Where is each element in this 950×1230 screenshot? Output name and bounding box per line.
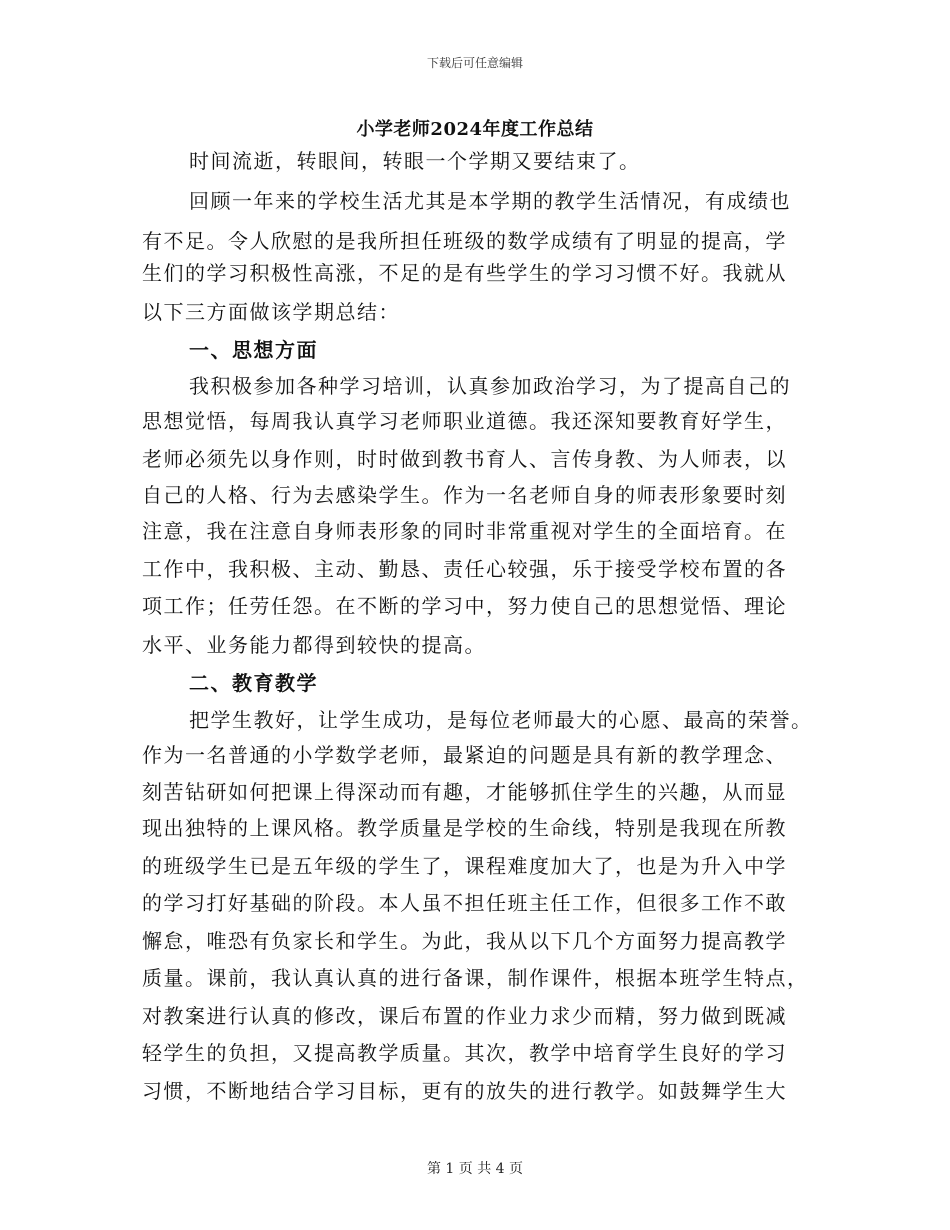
body-line: 回顾一年来的学校生活尤其是本学期的教学生活情况，有成绩也 <box>189 189 791 213</box>
body-line: 现出独特的上课风格。教学质量是学校的生命线，特别是我现在所教 <box>142 816 787 840</box>
body-line: 项工作；任劳任怨。在不断的学习中，努力使自己的思想觉悟、理论 <box>142 594 787 618</box>
body-line: 刻苦钻研如何把课上得深动而有趣，才能够抓住学生的兴趣，从而显 <box>142 780 787 804</box>
body-line: 的班级学生已是五年级的学生了，课程难度加大了，也是为升入中学 <box>142 854 787 878</box>
body-line: 习惯，不断地结合学习目标，更有的放失的进行教学。如鼓舞学生大 <box>142 1079 787 1103</box>
body-line: 轻学生的负担，又提高教学质量。其次，教学中培育学生良好的学习 <box>142 1041 787 1065</box>
body-line: 有不足。令人欣慰的是我所担任班级的数学成绩有了明显的提高，学 <box>142 229 787 253</box>
page-header: 下载后可任意编辑 <box>426 56 523 70</box>
body-line: 以下三方面做该学期总结： <box>142 300 400 324</box>
body-line: 注意，我在注意自身师表形象的同时非常重视对学生的全面培育。在 <box>142 519 787 543</box>
body-line: 我积极参加各种学习培训，认真参加政治学习，为了提高自己的 <box>189 374 791 398</box>
section-heading: 二、教育教学 <box>189 671 318 695</box>
body-line: 自己的人格、行为去感染学生。作为一名老师自身的师表形象要时刻 <box>142 483 787 507</box>
body-line: 对教案进行认真的修改，课后布置的作业力求少而精，努力做到既减 <box>142 1004 787 1028</box>
body-line: 质量。课前，我认真认真的进行备课，制作课件，根据本班学生特点， <box>142 966 809 990</box>
body-line: 时间流逝，转眼间，转眼一个学期又要结束了。 <box>189 149 641 173</box>
body-line: 老师必须先以身作则，时时做到教书育人、言传身教、为人师表，以 <box>142 447 787 471</box>
body-line: 工作中，我积极、主动、勤恳、责任心较强，乐于接受学校布置的各 <box>142 557 787 581</box>
body-line: 思想觉悟，每周我认真学习老师职业道德。我还深知要教育好学生， <box>142 409 787 433</box>
body-line: 水平、业务能力都得到较快的提高。 <box>142 633 486 657</box>
body-line: 的学习打好基础的阶段。本人虽不担任班主任工作，但很多工作不敢 <box>142 891 787 915</box>
page-footer: 第 1 页 共 4 页 <box>426 1161 524 1177</box>
document-title: 小学老师2024年度工作总结 <box>356 119 594 140</box>
section-heading: 一、思想方面 <box>189 338 318 362</box>
body-line: 作为一名普通的小学数学老师，最紧迫的问题是具有新的教学理念、 <box>142 743 787 767</box>
body-line: 把学生教好，让学生成功，是每位老师最大的心愿、最高的荣誉。 <box>189 708 813 732</box>
body-line: 懈怠，唯恐有负家长和学生。为此，我从以下几个方面努力提高教学 <box>142 929 787 953</box>
body-line: 生们的学习积极性高涨，不足的是有些学生的学习习惯不好。我就从 <box>142 261 787 285</box>
